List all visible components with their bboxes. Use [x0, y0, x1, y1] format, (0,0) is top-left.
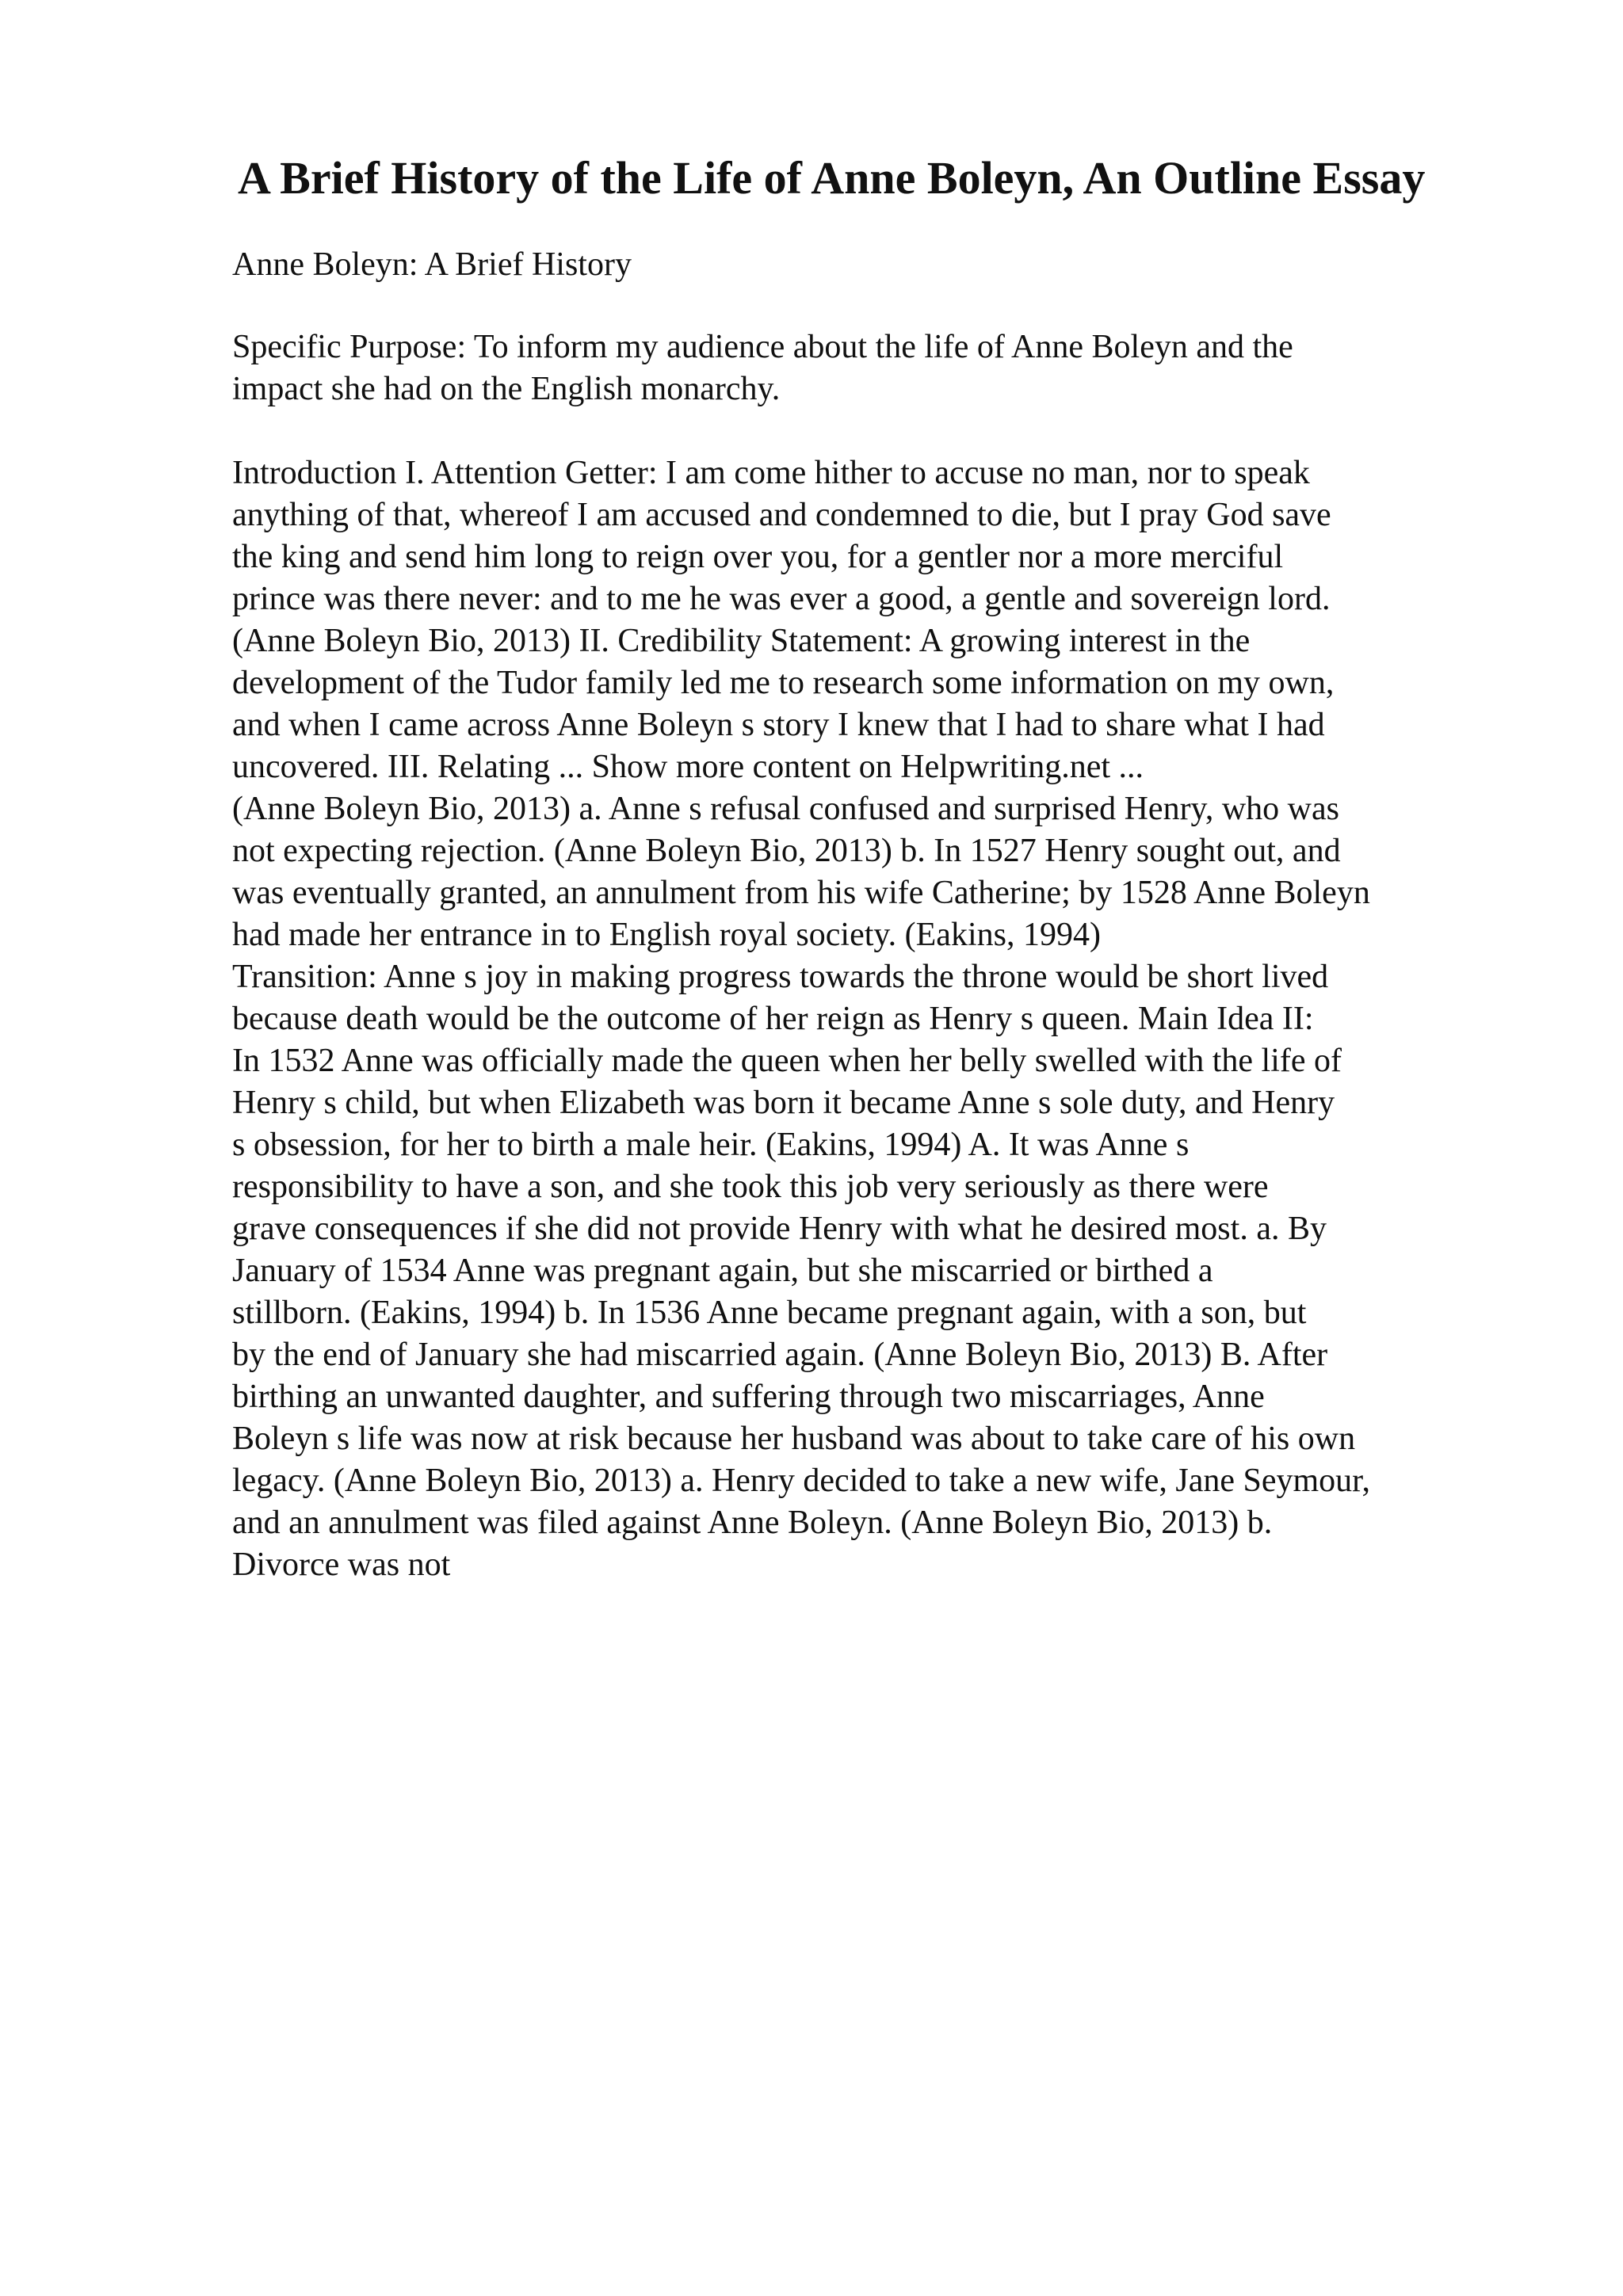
essay-body-paragraph	[232, 452, 1595, 1586]
body-line: Henry s child, but when Elizabeth was born it became Anne s sole duty, and Henry	[232, 1085, 1335, 1121]
body-line: because death would be the outcome of her reign as Henry s queen. Main Idea II:	[232, 1001, 1314, 1037]
body-line: Boleyn s life was now at risk because her husband was about to take care of his own	[232, 1421, 1356, 1457]
document-subtitle: Anne Boleyn: A Brief History	[232, 246, 632, 283]
body-line: anything of that, whereof I am accused and condemned to die, but I pray God save	[232, 497, 1331, 533]
body-line: legacy. (Anne Boleyn Bio, 2013) a. Henry decided to take a new wife, Jane Seymour,	[232, 1463, 1370, 1499]
body-line: not expecting rejection. (Anne Boleyn Bio, 2013) b. In 1527 Henry sought out, and	[232, 833, 1341, 869]
body-line: (Anne Boleyn Bio, 2013) II. Credibility Statement: A growing interest in the	[232, 623, 1251, 659]
body-line: birthing an unwanted daughter, and suffering through two miscarriages, Anne	[232, 1379, 1265, 1415]
body-line: Introduction I. Attention Getter: I am come hither to accuse no man, nor to speak	[232, 455, 1310, 491]
body-line: Transition: Anne s joy in making progress towards the throne would be short lived	[232, 959, 1329, 995]
body-line: In 1532 Anne was officially made the queen when her belly swelled with the life of	[232, 1043, 1342, 1079]
body-line: prince was there never: and to me he was ever a good, a gentle and sovereign lord.	[232, 581, 1331, 617]
body-line: uncovered. III. Relating ... Show more content on Helpwriting.net ...	[232, 749, 1144, 785]
body-line: s obsession, for her to birth a male heir. (Eakins, 1994) A. It was Anne s	[232, 1127, 1190, 1163]
body-line: responsibility to have a son, and she took this job very seriously as there were	[232, 1169, 1269, 1205]
body-line: stillborn. (Eakins, 1994) b. In 1536 Anne became pregnant again, with a son, but	[232, 1295, 1307, 1331]
body-line: Divorce was not	[232, 1547, 451, 1583]
document-content	[232, 244, 1595, 1586]
specific-purpose-paragraph	[232, 326, 1595, 410]
body-line: development of the Tudor family led me to research some information on my own,	[232, 665, 1335, 701]
body-line: grave consequences if she did not provide Henry with what he desired most. a. By	[232, 1211, 1327, 1247]
body-line: the king and send him long to reign over you, for a gentler nor a more merciful	[232, 539, 1284, 575]
body-line: January of 1534 Anne was pregnant again, but she miscarried or birthed a	[232, 1253, 1213, 1289]
body-line: (Anne Boleyn Bio, 2013) a. Anne s refusal confused and surprised Henry, who was	[232, 791, 1339, 827]
purpose-line: impact she had on the English monarchy.	[232, 371, 781, 407]
purpose-line: Specific Purpose: To inform my audience about the life of Anne Boleyn and the	[232, 329, 1293, 365]
body-line: and an annulment was filed against Anne Boleyn. (Anne Boleyn Bio, 2013) b.	[232, 1505, 1273, 1541]
body-line: had made her entrance in to English royal society. (Eakins, 1994)	[232, 917, 1101, 953]
body-line: and when I came across Anne Boleyn s story I knew that I had to share what I had	[232, 707, 1325, 743]
document-title: A Brief History of the Life of Anne Boleyn, An Outline Essay	[238, 152, 1426, 204]
body-line: by the end of January she had miscarried again. (Anne Boleyn Bio, 2013) B. After	[232, 1337, 1328, 1373]
body-line: was eventually granted, an annulment from his wife Catherine; by 1528 Anne Boleyn	[232, 875, 1370, 911]
